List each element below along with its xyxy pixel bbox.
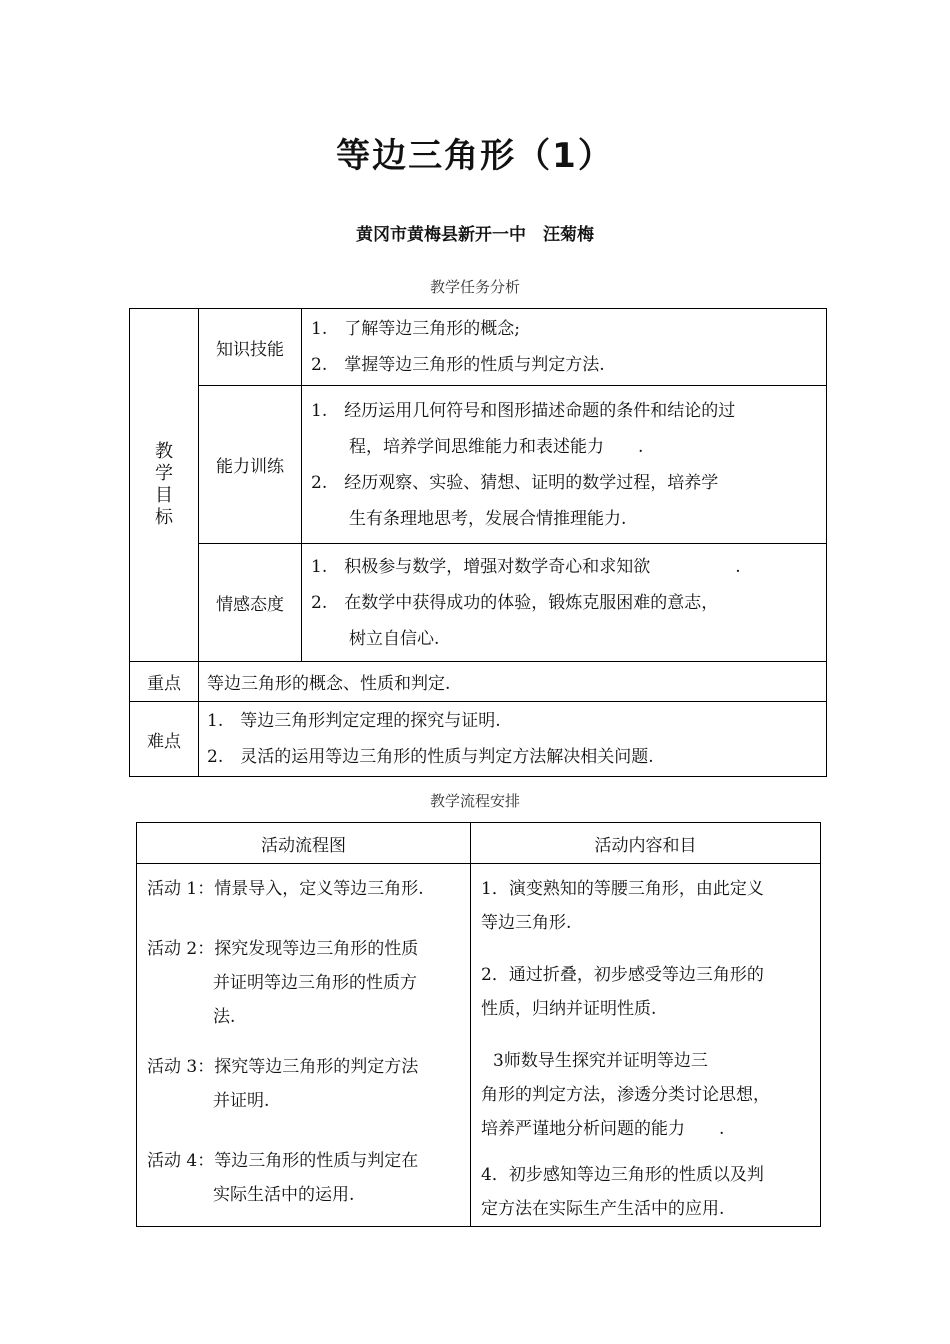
difficulty-line: 2. 灵活的运用等边三角形的性质与判定方法解决相关问题. xyxy=(207,747,654,767)
goal-line: 生有条理地思考，发展合情推理能力. xyxy=(349,508,627,529)
content-line: 4．初步感知等边三角形的性质以及判 xyxy=(481,1165,764,1185)
analysis-table xyxy=(129,308,827,777)
goal-content xyxy=(302,309,827,386)
content-line: 3师数导生探究并证明等边三 xyxy=(493,1051,708,1071)
activity-line: 活动 2：探究发现等边三角形的性质 xyxy=(147,939,419,959)
difficulty-content xyxy=(199,702,827,777)
activity-item xyxy=(147,1144,462,1212)
activity-line: 并证明等边三角形的性质方 xyxy=(213,973,417,993)
content-item xyxy=(481,872,814,940)
content-item xyxy=(481,958,814,1026)
activity-line: 活动 3：探究等边三角形的判定方法 xyxy=(147,1057,419,1077)
activity-line: 实际生活中的运用. xyxy=(213,1185,355,1205)
content-item xyxy=(481,1044,814,1146)
key-label: 重点 xyxy=(130,662,199,702)
goal-content xyxy=(302,386,827,544)
goals-label: 教学目标 xyxy=(155,441,173,528)
difficulty-line: 1. 等边三角形判定定理的探究与证明. xyxy=(207,711,501,731)
content-line: 1．演变熟知的等腰三角形，由此定义 xyxy=(481,879,764,899)
goal-line: 2. 掌握等边三角形的性质与判定方法. xyxy=(311,355,605,375)
activity-list xyxy=(137,864,471,1227)
goal-content xyxy=(302,544,827,662)
content-list xyxy=(471,864,821,1227)
goal-line: 2. 经历观察、实验、猜想、证明的数学过程，培养学 xyxy=(311,472,719,493)
flow-col1-header: 活动流程图 xyxy=(137,823,471,864)
goal-line: 1. 了解等边三角形的概念; xyxy=(311,319,520,339)
activity-item xyxy=(147,872,462,906)
activity-item xyxy=(147,1050,462,1118)
goal-category: 能力训练 xyxy=(199,386,302,544)
flow-table xyxy=(136,822,821,1227)
activity-line: 并证明. xyxy=(213,1091,270,1111)
content-item xyxy=(481,1158,814,1226)
goal-line: 1. 积极参与数学，增强对数学奇心和求知欲 . xyxy=(311,556,741,577)
goal-line: 程，培养学间思维能力和表述能力 . xyxy=(349,436,644,457)
activity-line: 法. xyxy=(213,1007,236,1027)
activity-line: 活动 4：等边三角形的性质与判定在 xyxy=(147,1151,419,1171)
difficulty-label: 难点 xyxy=(130,702,199,777)
activity-item xyxy=(147,932,462,1034)
flow-col2-header: 活动内容和目 xyxy=(471,823,821,864)
key-text: 等边三角形的概念、性质和判定. xyxy=(199,662,827,702)
content-line: 性质，归纳并证明性质. xyxy=(481,999,657,1019)
content-line: 角形的判定方法，渗透分类讨论思想， xyxy=(481,1085,770,1105)
goal-line: 树立自信心. xyxy=(349,628,440,649)
goal-line: 2. 在数学中获得成功的体验，锻炼克服困难的意志， xyxy=(311,592,719,613)
goal-line: 1. 经历运用几何符号和图形描述命题的条件和结论的过 xyxy=(311,400,736,421)
goals-label-cell xyxy=(130,309,199,662)
flow-caption: 教学流程安排 xyxy=(429,792,520,810)
content-line: 定方法在实际生产生活中的应用. xyxy=(481,1199,725,1219)
author-line: 黄冈市黄梅县新开一中 汪菊梅 xyxy=(356,225,594,245)
goal-category: 情感态度 xyxy=(199,544,302,662)
content-line: 培养严谨地分析问题的能力 . xyxy=(481,1119,725,1139)
content-line: 等边三角形. xyxy=(481,913,572,933)
content-line: 2．通过折叠，初步感受等边三角形的 xyxy=(481,965,764,985)
goal-category: 知识技能 xyxy=(199,309,302,386)
activity-line: 活动 1：情景导入，定义等边三角形. xyxy=(147,879,424,899)
page-title: 等边三角形（1） xyxy=(336,136,614,176)
analysis-caption: 教学任务分析 xyxy=(429,278,520,296)
